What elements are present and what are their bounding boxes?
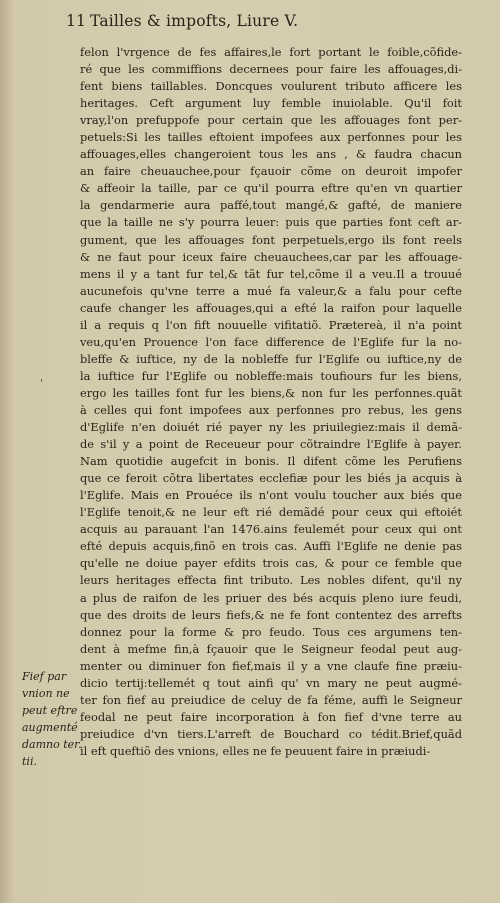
text-line: menter ou diminuer fon fief,mais il y a vne claufe fine præiu- [80, 658, 462, 673]
body-text [80, 44, 462, 760]
text-line: acquis au parauant l'an 1476.ains feulemét pour ceux qui ont [80, 522, 462, 537]
page-header [66, 10, 466, 34]
text-line: heritages. Ceft argument luy femble inuiolable. Qu'il foit [80, 96, 462, 111]
text-line: dicio tertij:tellemét q tout ainfi qu' vn mary ne peut augmé- [80, 675, 462, 690]
text-line: bleffe & iuftice, ny de la nobleffe fur l'Eglife ou iuftice,ny de [80, 351, 462, 366]
margin-note-line: Fief par [22, 670, 67, 683]
text-line: qu'elle ne doiue payer efdits trois cas, & pour ce femble que [80, 556, 462, 571]
text-line: feodal ne peut faire incorporation à fon fief d'vne terre au [80, 709, 462, 724]
text-line: il a requis q l'on fift nouuelle vifitatiõ. Prætereà, il n'a point [80, 317, 462, 332]
text-line: preiudice d'vn tiers.L'arreft de Bouchard co tédit.Brief,quãd [80, 726, 462, 741]
text-line: l'Eglife tenoit,& ne leur eft rié demãdé pour ceux qui eftoiét [80, 505, 462, 520]
text-line: donnez pour la forme & pro feudo. Tous ces argumens ten- [80, 624, 462, 639]
text-line: an faire cheuauchee,pour fçauoir cõme on deuroit impofer [80, 164, 462, 179]
text-line: ré que les commiffions decernees pour faire les affouages,di- [80, 62, 462, 77]
text-line: que la taille ne s'y pourra leuer: puis que parties font ceft ar- [80, 215, 462, 230]
text-line: leurs heritages effecta fint tributo. Les nobles difent, qu'il ny [80, 573, 462, 588]
text-line: la iuftice fur l'Eglife ou nobleffe:mais toufiours fur les biens, [80, 368, 462, 383]
text-line: il eft queftiõ des vnions, elles ne fe peuuent faire in præiudi- [80, 743, 431, 758]
text-line: gument, que les affouages font perpetuels,ergo ils font reels [80, 232, 462, 247]
text-line: à celles qui font impofees aux perfonnes pro rebus, les gens [80, 402, 462, 417]
text-line: que des droits de leurs fiefs,& ne fe font contentez des arrefts [80, 607, 462, 622]
text-line: d'Eglife n'en doiuét rié payer ny les priuilegiez:mais il demã- [80, 420, 462, 435]
text-line: l'Eglife. Mais en Prouéce ils n'ont voulu toucher aux biés que [80, 488, 462, 503]
text-line: & affeoir la taille, par ce qu'il pourra eftre qu'en vn quartier [80, 181, 462, 196]
margin-note-line: tii. [22, 755, 37, 769]
text-line: veu,qu'en Prouence l'on face difference de l'Eglife fur la no- [80, 334, 462, 349]
text-line: a plus de raifon de les priuer des bés acquis pleno iure feudi, [80, 590, 462, 605]
text-line: de s'il y a point de Receueur pour cõtraindre l'Eglife à payer. [80, 437, 462, 452]
margin-note-line: vnion ne [22, 687, 70, 701]
text-line: caufe changer les affouages,qui a efté la raifon pour laquelle [80, 300, 462, 315]
text-line: que ce feroit cõtra libertates ecclefiæ pour les biés ja acquis à [80, 471, 462, 486]
folio-number: 11 [66, 12, 87, 30]
text-line: dent à mefme fin,à fçauoir que le Seigneur feodal peut aug- [80, 641, 462, 656]
margin-note-line: damno ter. [22, 738, 82, 752]
margin-note [22, 668, 82, 770]
text-line: mens il y a tant fur tel,& tãt fur tel,cõme il a veu.Il a trouué [80, 266, 462, 281]
text-line: & ne faut pour iceux faire cheuauchees,car par les affouage- [80, 249, 462, 264]
text-line: ergo les tailles font fur les biens,& non fur les perfonnes.quãt [80, 385, 462, 400]
running-head: Tailles & impofts, Liure V. [90, 12, 299, 30]
text-line: aucunefois qu'vne terre a mué fa valeur,& a falu pour cefte [80, 283, 462, 298]
text-line: felon l'vrgence de fes affaires,le fort portant le foible,cõfide- [80, 45, 462, 59]
margin-note-line: augmenté [22, 721, 78, 735]
text-line: fent biens taillables. Doncques voulurent tributo afficere les [80, 79, 462, 94]
margin-mark: ' [40, 377, 44, 390]
text-line: vray,l'on prefuppofe pour certain que les affouages font per- [80, 113, 462, 128]
margin-note-line: peut eftre [22, 704, 78, 718]
text-line: efté depuis acquis,finõ en trois cas. Auffi l'Eglife ne denie pas [80, 539, 462, 554]
text-line: ter fon fief au preiudice de celuy de fa féme, auffi le Seigneur [80, 692, 462, 707]
text-line: la gendarmerie aura paffé,tout mangé,& gafté, de maniere [80, 198, 462, 213]
text-line: petuels:Si les tailles eftoient impofees aux perfonnes pour les [80, 130, 462, 145]
text-line: affouages,elles changeroient tous les ans , & faudra chacun [80, 147, 462, 162]
text-line: Nam quotidie augefcit in bonis. Il difent cõme les Perufiens [80, 454, 462, 469]
